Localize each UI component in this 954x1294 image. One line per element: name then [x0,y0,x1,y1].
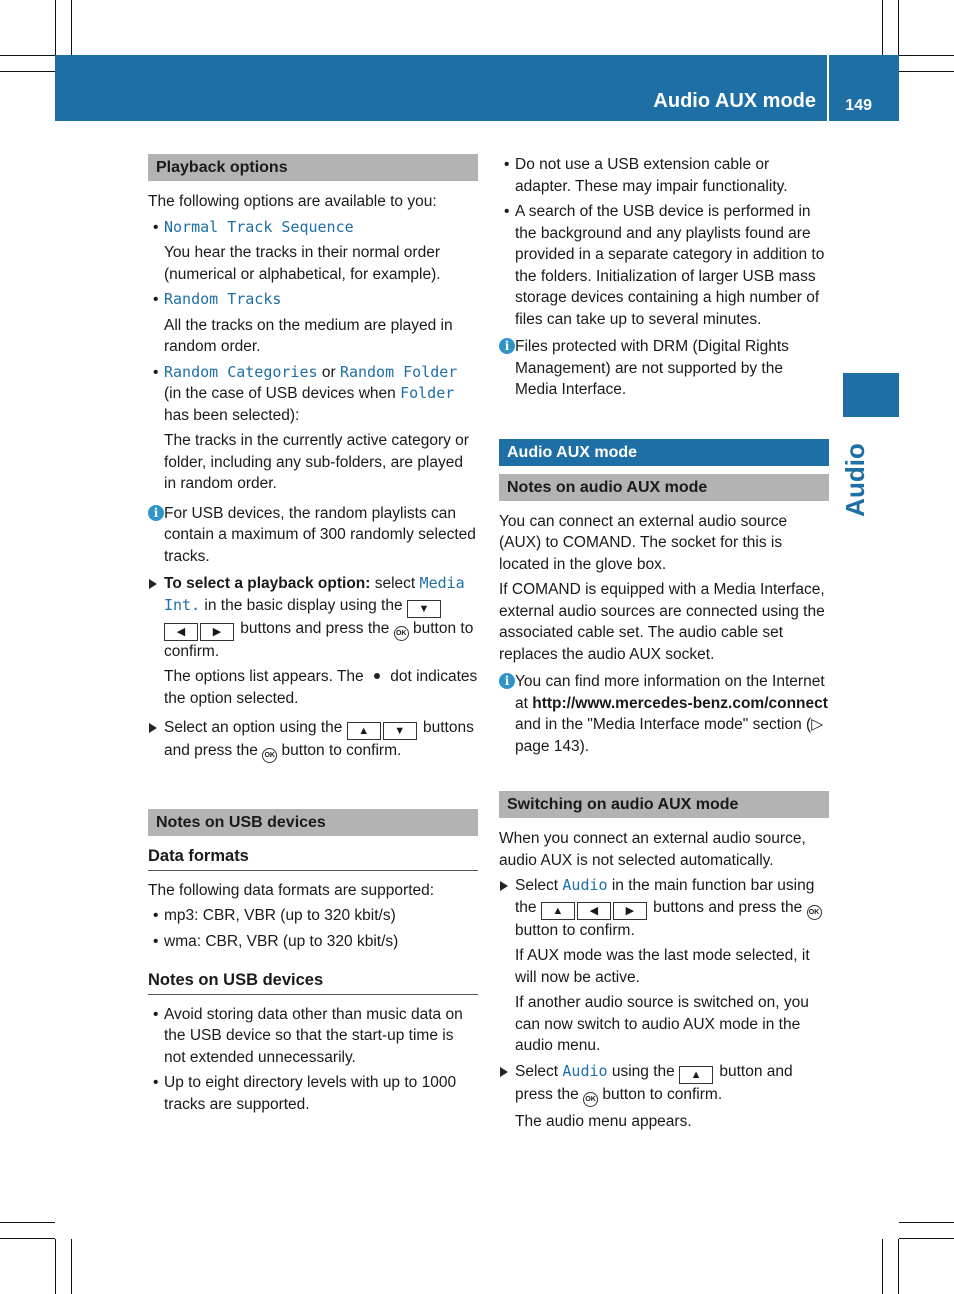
section-heading-aux-notes: Notes on audio AUX mode [499,474,829,501]
info-icon: i [148,505,164,521]
crop-mark [899,71,954,72]
section-heading-aux: Audio AUX mode [499,439,829,466]
option-name: Random Tracks [164,290,282,308]
aux-paragraph: If COMAND is equipped with a Media Interface, external audio sources are connected using the associated cable set. The audio cable set replaces the audio AUX socket. [499,581,825,663]
instruction-step [499,875,829,941]
section-heading-playback: Playback options [148,154,478,181]
connector-text: or [317,363,340,381]
step-text: button to confirm. [277,742,402,759]
switch-intro: When you connect an external audio source, audio AUX is not selected automatically. [499,830,806,869]
selected-dot-icon [374,673,380,679]
step-text: button to confirm. [164,619,474,660]
section-heading-usb: Notes on USB devices [148,809,478,836]
ok-button-icon: OK [583,1092,598,1107]
header-divider [827,55,829,121]
aux-paragraph: You can connect an external audio source (AUX) to COMAND. The socket for this is located in the glove box. [499,512,788,573]
option-description: All the tracks on the medium are played in random order. [164,316,453,355]
step-text: in the basic display using the [200,596,407,614]
ok-button-icon: OK [394,626,409,641]
crop-mark [55,0,56,55]
crop-mark [899,1222,954,1223]
step-text: buttons and press the [236,619,394,637]
step-result [148,666,478,709]
up-key-icon: ▲ [541,902,575,920]
info-icon: i [499,673,515,689]
left-key-icon: ◀ [577,902,611,920]
right-key-icon: ▶ [613,902,647,920]
info-url: http://www.mercedes-benz.com/connect [532,694,828,712]
instruction-step [148,573,478,662]
crop-mark [0,71,55,72]
option-description: The tracks in the currently active category or folder, including any sub-folders, are played in random order. [164,432,469,492]
step-text: Select [515,1062,563,1080]
crop-mark [55,1239,56,1294]
left-column [148,154,478,1119]
side-tab [843,373,899,417]
up-key-icon: ▲ [679,1066,713,1084]
step-result-text: The options list appears. The [164,668,368,685]
page-header [55,55,899,121]
list-item: • wma: CBR, VBR (up to 320 kbit/s) [148,931,478,953]
step-result: The audio menu appears. [515,1112,692,1130]
list-item [148,289,478,311]
ok-button-icon: OK [262,748,277,763]
case-text: has been selected): [164,406,300,424]
info-text: For USB devices, the random playlists can contain a maximum of 300 randomly selected tracks. [164,504,476,565]
page-arrow-icon: ▷ [811,716,824,733]
option-description: You hear the tracks in their normal order (numerical or alphabetical, for example). [164,244,441,283]
right-key-icon: ▶ [200,623,234,641]
down-key-icon: ▼ [407,600,441,618]
list-item: • Do not use a USB extension cable or adapter. These may impair functionality. [499,154,829,197]
crop-mark [71,1239,72,1294]
list-item [148,362,478,427]
list-item [148,217,478,239]
crop-mark [882,1239,883,1294]
step-result: If another audio source is switched on, you can now switch to audio AUX mode in the audio menu. [515,994,809,1054]
right-column [499,154,829,1136]
crop-mark [898,0,899,55]
ok-button-icon: OK [807,905,822,920]
left-key-icon: ◀ [164,623,198,641]
step-text: using the [607,1062,680,1080]
option-name: Random Folder [339,362,458,381]
crop-mark [0,1222,55,1223]
step-title: To select a playback option: [164,575,371,592]
step-text: buttons and press the [164,719,474,759]
list-item: • Avoid storing data other than music data on the USB device so that the start-up time is not extended unnecessarily. [148,1004,478,1069]
info-icon: i [499,338,515,354]
step-result-text: dot indicates the option selected. [164,668,478,707]
crop-mark [0,55,55,56]
step-text: buttons and press the [648,898,807,916]
crop-mark [71,0,72,55]
list-item: • A search of the USB device is performed in the background and any playlists found are provided in a separate category in addition to the folders. Initialization of larger USB mass storage devices containing a high number of files can take up to several minutes. [499,201,829,330]
step-text: Select [515,877,563,894]
step-text: select [370,575,420,592]
list-item: • Up to eight directory levels with up to 1000 tracks are supported. [148,1072,478,1115]
crop-mark [882,0,883,55]
step-text: button to confirm. [598,1085,723,1103]
subheading-data-formats: Data formats [148,846,478,871]
step-text: button and press the [515,1062,793,1103]
step-text: Select an option using the [164,719,347,736]
instruction-step [499,1061,829,1107]
menu-item-name: Media Int. [164,574,465,614]
option-name: Folder [400,384,455,402]
up-key-icon: ▲ [347,722,381,740]
info-note [499,336,829,401]
option-name: Normal Track Sequence [164,217,354,236]
step-text: button to confirm. [515,921,635,939]
playback-intro: The following options are available to you: [148,193,437,210]
info-text: and in the "Media Interface mode" section ( [515,716,812,733]
down-key-icon: ▼ [383,722,417,740]
page-number: 149 [845,97,872,114]
menu-item-name: Audio [562,876,608,894]
info-note [148,503,478,568]
formats-intro: The following data formats are supported: [148,881,435,899]
info-text: page 143). [515,737,590,755]
crop-mark [898,1239,899,1294]
section-heading-switch-aux: Switching on audio AUX mode [499,791,829,818]
step-text: in the main function bar using the [515,877,815,916]
crop-mark [899,55,954,56]
case-text: (in the case of USB devices when [164,385,401,402]
option-name: Random Categories [164,362,318,381]
info-note [499,671,829,757]
subheading-usb-notes: Notes on USB devices [148,970,478,995]
instruction-step [148,717,478,763]
list-item: • mp3: CBR, VBR (up to 320 kbit/s) [148,905,478,927]
side-tab-label: Audio [840,443,871,517]
crop-mark [0,1238,55,1239]
info-text: Files protected with DRM (Digital Rights Management) are not supported by the Media Interface. [515,338,789,398]
header-title: Audio AUX mode [653,90,816,112]
info-text: You can find more information on the Internet at [515,673,825,712]
step-result: If AUX mode was the last mode selected, it will now be active. [515,947,810,986]
menu-item-name: Audio [562,1061,608,1080]
crop-mark [899,1238,954,1239]
